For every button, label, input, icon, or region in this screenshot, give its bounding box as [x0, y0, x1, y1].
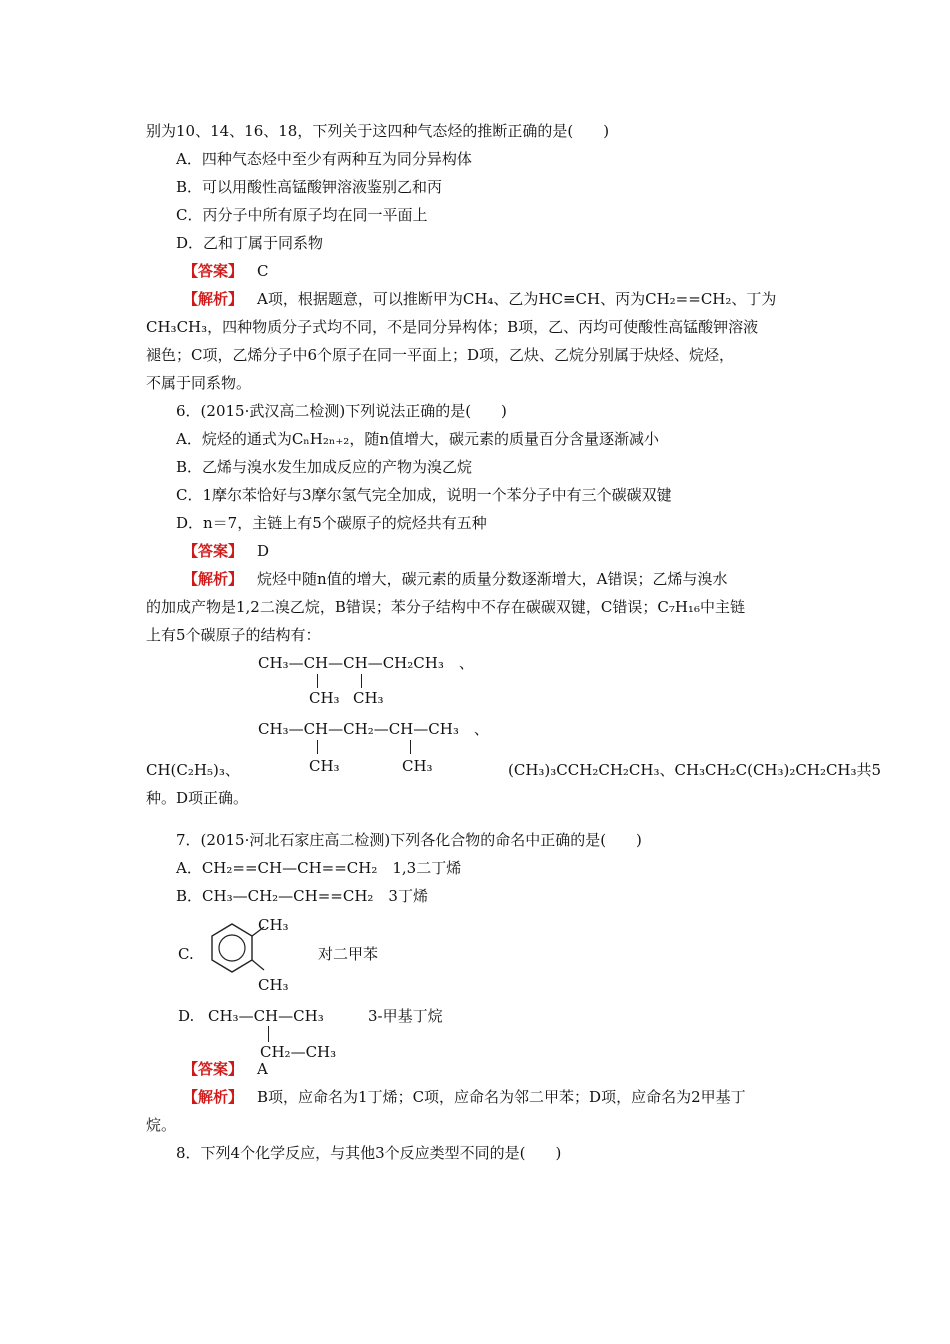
q5-analysis-line1: 【解析】 A项，根据题意，可以推断甲为CH₄、乙为HC≡CH、丙为CH₂==CH₂、丁为	[183, 290, 777, 308]
q5-option-c: C．丙分子中所有原子均在同一平面上	[176, 206, 428, 224]
compound-name: 对二甲苯	[318, 945, 379, 963]
q5-analysis-line4: 不属于同系物。	[146, 374, 252, 392]
compound-name: 3-甲基丁烷	[368, 1007, 443, 1025]
methyl-group: CH₃	[258, 976, 289, 994]
q5-analysis-line2: CH₃CH₃，四种物质分子式均不同，不是同分异构体；B项，乙、丙均可使酸性高锰酸钾溶液	[146, 318, 759, 336]
structure-main-chain: CH₃—CH—CH₃	[208, 1007, 324, 1025]
bond-line	[361, 674, 362, 688]
q6-option-c: C．1摩尔苯恰好与3摩尔氢气完全加成，说明一个苯分子中有三个碳碳双键	[176, 486, 672, 504]
methyl-branch: CH₃	[309, 689, 340, 707]
q6-option-a: A．烷烃的通式为CₙH₂ₙ₊₂，随n值增大，碳元素的质量百分含量逐渐减小	[176, 430, 659, 448]
q7-analysis-line2: 烷。	[146, 1116, 177, 1134]
q5-option-a: A．四种气态烃中至少有两种互为同分异构体	[176, 150, 472, 168]
q6-option-d: D．n＝7，主链上有5个碳原子的烷烃共有五种	[176, 514, 487, 532]
q7-answer	[183, 1059, 268, 1079]
methyl-branch: CH₃	[402, 757, 433, 775]
answer-label: 【答案】	[183, 262, 244, 280]
methyl-group: CH₃	[258, 916, 289, 934]
q5-analysis-line3: 褪色；C项，乙烯分子中6个原子在同一平面上；D项，乙炔、乙烷分别属于炔烃、烷烃，	[146, 346, 735, 364]
answer-value: A	[257, 1060, 268, 1078]
structure-main-chain: CH₃—CH—CH—CH₂CH₃ 、	[258, 654, 474, 672]
ethyl-branch: CH₂—CH₃	[260, 1043, 337, 1061]
q7-option-b: B．CH₃—CH₂—CH==CH₂ 3丁烯	[176, 887, 428, 905]
methyl-branch: CH₃	[309, 757, 340, 775]
q8-stem: 8．下列4个化学反应，与其他3个反应类型不同的是( )	[176, 1144, 562, 1162]
methyl-branch: CH₃	[353, 689, 384, 707]
structure-2-4-dimethylpentane	[258, 720, 538, 776]
bond-line	[268, 1026, 269, 1042]
analysis-label: 【解析】	[183, 290, 244, 308]
answer-value: D	[257, 542, 270, 560]
q7-stem: 7．(2015·河北石家庄高二检测)下列各化合物的命名中正确的是( )	[176, 831, 642, 849]
q7-option-c	[176, 910, 416, 1000]
q6-answer	[183, 541, 269, 561]
q7-analysis-line1: 【解析】 B项，应命名为1丁烯；C项，应命名为邻二甲苯；D项，应命名为2甲基丁	[183, 1088, 746, 1106]
q6-analysis-line2: 的加成产物是1,2二溴乙烷，B错误；苯分子结构中不存在碳碳双键，C错误；C₇H₁₆中主链	[146, 598, 745, 616]
q6-conclusion: 种。D项正确。	[146, 789, 249, 807]
answer-label: 【答案】	[183, 1060, 244, 1078]
option-label: D.	[178, 1007, 195, 1025]
q5-stem: 别为10、14、16、18，下列关于这四种气态烃的推断正确的是( )	[146, 122, 610, 140]
q6-option-b: B．乙烯与溴水发生加成反应的产物为溴乙烷	[176, 458, 473, 476]
structure-2-3-dimethylpentane	[258, 654, 518, 710]
q5-answer	[183, 261, 269, 281]
answer-value: C	[257, 262, 269, 280]
q5-option-d: D．乙和丁属于同系物	[176, 234, 324, 252]
q6-stem: 6．(2015·武汉高二检测)下列说法正确的是( )	[176, 402, 507, 420]
q6-analysis-line3: 上有5个碳原子的结构有：	[146, 626, 321, 644]
q6-analysis-line1: 【解析】 烷烃中随n值的增大，碳元素的质量分数逐渐增大，A错误；乙烯与溴水	[183, 570, 728, 588]
bond-line	[410, 740, 411, 754]
q6-tail-left: CH(C₂H₅)₃、	[146, 761, 240, 779]
bond-line	[317, 740, 318, 754]
analysis-label: 【解析】	[183, 570, 244, 588]
q7-option-d	[178, 1007, 498, 1063]
answer-label: 【答案】	[183, 542, 244, 560]
structure-main-chain: CH₃—CH—CH₂—CH—CH₃ 、	[258, 720, 489, 738]
q5-option-b: B．可以用酸性高锰酸钾溶液鉴别乙和丙	[176, 178, 443, 196]
q7-option-a: A．CH₂==CH—CH==CH₂ 1,3二丁烯	[176, 859, 462, 877]
option-label: C.	[178, 945, 194, 963]
bond-line	[317, 674, 318, 688]
q6-tail-right: (CH₃)₃CCH₂CH₂CH₃、CH₃CH₂C(CH₃)₂CH₂CH₃共5	[508, 761, 882, 779]
analysis-label: 【解析】	[183, 1088, 244, 1106]
